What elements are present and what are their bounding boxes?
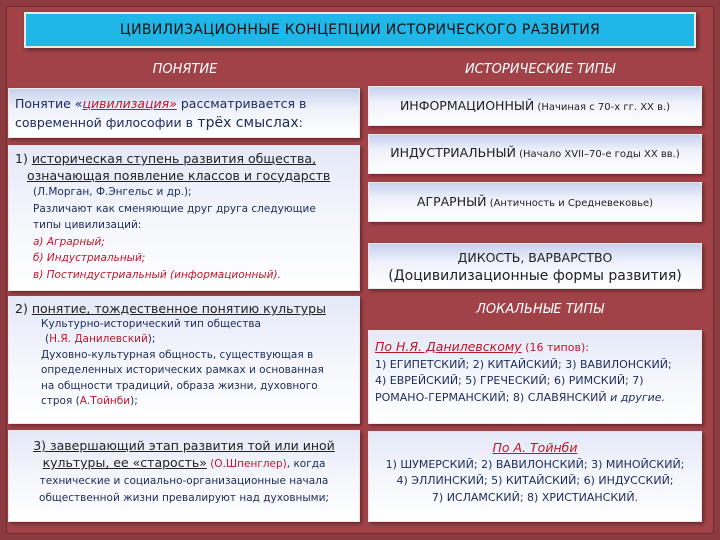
meaning-1-item-a: а) Аграрный;: [33, 235, 105, 248]
meaning-3-line-3: технические и социально-организационные начала: [39, 475, 329, 487]
paren-close: );: [147, 333, 156, 345]
meaning-1-title-2: означающая появление классов и государств: [27, 167, 331, 183]
toynbee-box: [368, 431, 702, 522]
toynbee-line-2: 4) ЭЛЛИНСКИЙ; 5) КИТАЙСКИЙ; 6) ИНДУССКИЙ;: [396, 474, 674, 487]
paren-open: (: [45, 333, 50, 345]
author-spengler: (О.Шпенглер): [206, 458, 287, 470]
meaning-3-title-1: 3) завершающий этап развития той или иной: [33, 438, 335, 453]
type-industrial-name: ИНДУСТРИАЛЬНЫЙ: [390, 145, 516, 160]
meaning-1-desc-2: типы цивилизаций:: [33, 219, 142, 231]
danilevsky-line-3: [375, 390, 695, 407]
meaning-2-title-line: [15, 301, 353, 317]
type-informational-period: (Начиная с 70-х гг. XX в.): [534, 102, 671, 113]
intro-line-1: [15, 94, 353, 113]
slide-title: ЦИВИЛИЗАЦИОННЫЕ КОНЦЕПЦИИ ИСТОРИЧЕСКОГО РАЗВИТИЯ: [24, 12, 696, 48]
meaning-2-line-5: на общности традиций, образа жизни, духовного: [41, 379, 318, 392]
meaning-1-item-c: в) Постиндустриальный (информационный).: [33, 268, 281, 281]
type-agrarian-name: АГРАРНЫЙ: [416, 194, 487, 209]
type-industrial-period: (Начало XVII–70-е годы XX вв.): [515, 149, 680, 160]
intro-colon: :: [298, 115, 303, 130]
toynbee-line-1: 1) ШУМЕРСКИЙ; 2) ВАВИЛОНСКИЙ; 3) МИНОЙСКИЙ;: [385, 457, 685, 471]
local-types-header: ЛОКАЛЬНЫЕ ТИПЫ: [476, 302, 604, 317]
author-toynbee: А.Тойнби: [79, 395, 131, 407]
danilevsky-line-1: 1) ЕГИПЕТСКИЙ; 2) КИТАЙСКИЙ; 3) ВАВИЛОНСКИЙ;: [375, 357, 672, 371]
meaning-3-title-2: культуры, ее «старость»: [42, 455, 207, 470]
intro-text-3: современной философии в: [15, 115, 193, 130]
type-agrarian-period: (Античность и Средневековье): [486, 198, 654, 209]
meaning-3-box: [8, 430, 360, 522]
danilevsky-line-3-text: РОМАНО-ГЕРМАНСКИЙ; 8) СЛАВЯНСКИЙ: [375, 390, 611, 404]
meaning-2-line-2: [15, 332, 353, 348]
meaning-2-line-6-text: строя (: [41, 395, 80, 407]
type-industrial: [368, 134, 702, 174]
meaning-3-title-line-2: [15, 454, 353, 473]
type-informational: [368, 86, 702, 126]
toynbee-header: По А. Тойнби: [492, 440, 578, 455]
danilevsky-header-line: [375, 339, 695, 357]
meaning-2-line-3: Духовно-культурная общность, существующая в: [41, 348, 314, 361]
meaning-1-number: 1): [15, 151, 32, 166]
meaning-2-number: 2): [15, 301, 32, 316]
danilevsky-box: [368, 330, 702, 424]
meaning-2-line-6: [15, 394, 353, 410]
left-column-header: ПОНЯТИЕ: [152, 62, 218, 77]
meaning-1-title-line-1: [15, 151, 353, 168]
type-agrarian: [368, 182, 702, 222]
intro-three-meanings: трёх смыслах: [192, 115, 299, 131]
meaning-2-line-1: Культурно-исторический тип общества: [41, 317, 261, 330]
meaning-1-item-b: б) Индустриальный;: [33, 252, 146, 264]
meaning-1-desc-1: Различают как сменяющие друг друга следующие: [33, 202, 316, 215]
meaning-3-tail: , когда: [286, 458, 326, 470]
intro-text: Понятие «: [15, 96, 83, 111]
paren-close-2: );: [130, 395, 138, 407]
danilevsky-line-2: 4) ЕВРЕЙСКИЙ; 5) ГРЕЧЕСКИЙ; 6) РИМСКИЙ; 7): [375, 374, 644, 387]
toynbee-line-3: 7) ИСЛАМСКИЙ; 8) ХРИСТИАНСКИЙ.: [431, 490, 639, 504]
barbarism-line-2: (Доцивилизационные формы развития): [388, 268, 682, 284]
meaning-3-line-4: общественной жизни превалируют над духовными;: [39, 492, 329, 504]
type-barbarism: [368, 243, 702, 289]
meaning-2-title: понятие, тождественное понятию культуры: [31, 301, 326, 316]
intro-box: [8, 88, 360, 138]
barbarism-line-1: ДИКОСТЬ, ВАРВАРСТВО: [457, 250, 613, 265]
danilevsky-and-others: и другие.: [610, 390, 666, 404]
meaning-2-box: [8, 296, 360, 424]
meaning-2-line-4: определенных исторических рамках и основанная: [41, 364, 324, 376]
meaning-1-box: [8, 145, 360, 291]
intro-term: цивилизация»: [82, 96, 177, 111]
meaning-1-title-1: историческая ступень развития общества,: [31, 151, 316, 166]
intro-line-2: [15, 113, 353, 133]
type-informational-name: ИНФОРМАЦИОННЫЙ: [399, 98, 535, 113]
danilevsky-header: По Н.Я. Данилевскому: [375, 339, 522, 354]
danilevsky-count: (16 типов):: [521, 341, 589, 354]
meaning-1-authors: (Л.Морган, Ф.Энгельс и др.);: [33, 186, 192, 198]
right-column-header: ИСТОРИЧЕСКИЕ ТИПЫ: [464, 62, 616, 77]
author-danilevsky: Н.Я. Данилевский: [49, 333, 148, 345]
intro-text-2: рассматривается в: [176, 96, 307, 111]
